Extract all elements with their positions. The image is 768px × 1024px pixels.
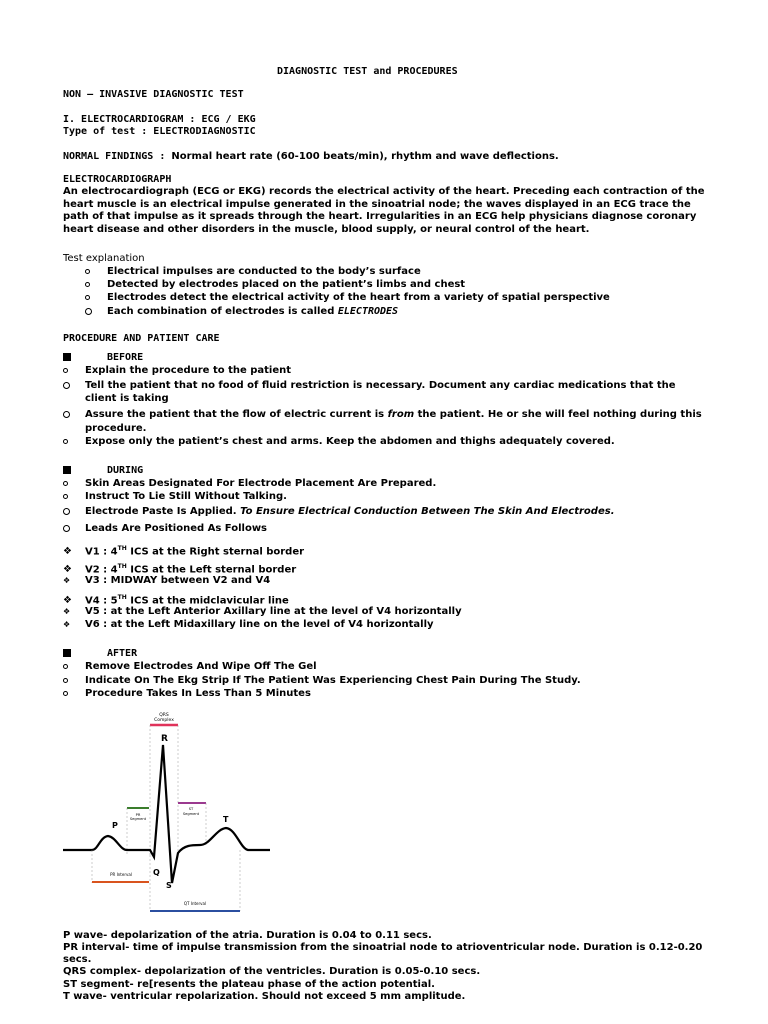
list-item-text: Leads Are Positioned As Follows xyxy=(85,523,268,534)
lead-item: ❖ V4 : 5TH ICS at the midclavicular line xyxy=(63,594,289,607)
after-label: AFTER xyxy=(107,648,138,659)
list-item xyxy=(63,661,317,674)
list-item-text: Tell the patient that no food of fluid restriction is necessary. Document any cardiac medications that the xyxy=(85,380,676,391)
list-item xyxy=(85,306,398,319)
square-bullet-icon xyxy=(63,649,71,657)
list-item xyxy=(63,409,702,422)
definition-line: ST segment- re[resents the plateau phase of the action potential. xyxy=(63,979,435,990)
pr-segment-label: Segment xyxy=(129,817,147,821)
qrs-label: Complex xyxy=(154,718,174,723)
list-item-text: Instruct To Lie Still Without Talking. xyxy=(85,491,287,502)
square-bullet-icon xyxy=(63,466,71,474)
after-heading xyxy=(63,648,137,661)
diamond-bullet-icon: ❖ xyxy=(63,564,72,576)
list-item xyxy=(63,523,267,536)
normal-findings xyxy=(63,151,559,164)
diamond-bullet-icon: ❖ xyxy=(63,546,72,558)
qt-interval-label: QT Interval xyxy=(183,901,207,906)
list-item xyxy=(85,279,465,292)
ecg-paragraph: An electrocardiograph (ECG or EKG) records the electrical activity of the heart. Preceding each contraction of the heart muscle is an electrical impulse generated in the sinoatrial node; the waves displayed in an ECG trace the path of that impulse as it spreads through the heart. Irregularities in an ECG help physicians diagnose coronary heart disease and other disorders in the muscle, blood supply, or neural control of the heart. xyxy=(63,186,705,235)
definition-line: T wave- ventricular repolarization. Should not exceed 5 mm amplitude. xyxy=(63,991,466,1002)
before-heading xyxy=(63,352,143,365)
list-item-text: Indicate On The Ekg Strip If The Patient Was Experiencing Chest Pain During The Study. xyxy=(85,675,581,686)
procedure-heading: PROCEDURE AND PATIENT CARE xyxy=(63,333,220,344)
emphasis-text: ELECTRODES xyxy=(337,306,399,317)
list-item-text: Electrode Paste Is Applied. xyxy=(85,506,241,517)
list-item-text: Electrodes detect the electrical activity of the heart from a variety of spatial perspective xyxy=(107,292,610,303)
square-bullet-icon xyxy=(63,353,71,361)
definition-line: QRS complex- depolarization of the ventricles. Duration is 0.05-0.10 secs. xyxy=(63,966,481,977)
section-heading: NON – INVASIVE DIAGNOSTIC TEST xyxy=(63,89,244,100)
pr-segment-label: PR xyxy=(135,813,141,817)
list-item xyxy=(63,491,287,504)
st-segment-label: Segment xyxy=(182,812,200,816)
r-wave-label: R xyxy=(161,734,168,744)
s-wave-label: S xyxy=(166,881,172,890)
diamond-bullet-icon: ❖ xyxy=(63,620,71,629)
list-item-text: Assure the patient that the flow of electric current is xyxy=(85,409,388,420)
during-heading xyxy=(63,465,143,478)
list-item-text: the patient. He or she will feel nothing during this xyxy=(414,409,702,420)
definition-line: secs. xyxy=(63,954,92,965)
qrs-label: QRS xyxy=(159,713,169,718)
list-item-text: Electrical impulses are conducted to the body’s surface xyxy=(107,266,421,277)
list-item-text: Remove Electrodes And Wipe Off The Gel xyxy=(85,661,317,672)
list-item xyxy=(63,380,676,393)
during-label: DURING xyxy=(107,465,144,476)
list-item-text: Skin Areas Designated For Electrode Placement Are Prepared. xyxy=(85,478,437,489)
list-item-cont: client is taking xyxy=(85,393,169,404)
list-item-text: Procedure Takes In Less Than 5 Minutes xyxy=(85,688,311,699)
pr-interval-label: PR Interval xyxy=(110,872,132,877)
emphasis-text: from xyxy=(387,409,415,420)
explanation-heading: Test explanation xyxy=(63,253,145,264)
lead-item: ❖ V6 : at the Left Midaxillary line on the level of V4 horizontally xyxy=(63,619,434,630)
p-wave-label: P xyxy=(112,821,118,830)
diamond-bullet-icon: ❖ xyxy=(63,576,71,585)
ecg-waveform-diagram xyxy=(60,705,280,920)
diamond-bullet-icon: ❖ xyxy=(63,607,71,616)
emphasis-text: To Ensure Electrical Conduction Between The Skin And Electrodes. xyxy=(240,506,615,517)
list-item-text: Expose only the patient’s chest and arms. Keep the abdomen and thighs adequately covered. xyxy=(85,436,615,447)
list-item xyxy=(85,292,610,305)
list-item-text: Each combination of electrodes is called xyxy=(107,306,338,317)
list-item xyxy=(63,506,615,519)
definition-line: P wave- depolarization of the atria. Duration is 0.04 to 0.11 secs. xyxy=(63,930,432,941)
before-label: BEFORE xyxy=(107,352,144,363)
lead-item: ❖ V2 : 4TH ICS at the Left sternal border xyxy=(63,563,297,576)
t-wave-label: T xyxy=(223,815,229,824)
ecg-trace xyxy=(63,745,270,883)
test-heading: I. ELECTROCARDIOGRAM : ECG / EKG xyxy=(63,114,256,125)
list-item xyxy=(63,436,615,449)
list-item xyxy=(63,478,436,491)
list-item-cont: procedure. xyxy=(85,423,147,434)
normal-findings-label: NORMAL FINDINGS : xyxy=(63,151,172,162)
st-segment-label: ST xyxy=(188,807,194,811)
list-item xyxy=(63,675,581,688)
list-item xyxy=(85,266,421,279)
list-item-text: Detected by electrodes placed on the patient’s limbs and chest xyxy=(107,279,466,290)
page-title: DIAGNOSTIC TEST and PROCEDURES xyxy=(277,66,458,77)
ecg-heading: ELECTROCARDIOGRAPH xyxy=(63,174,172,185)
test-type: Type of test : ELECTRODIAGNOSTIC xyxy=(63,126,256,137)
list-item xyxy=(63,365,291,378)
normal-findings-text: Normal heart rate (60-100 beats/min), rhythm and wave deflections. xyxy=(171,151,559,162)
list-item-text: Explain the procedure to the patient xyxy=(85,365,292,376)
q-wave-label: Q xyxy=(153,868,160,877)
lead-item: ❖ V5 : at the Left Anterior Axillary line at the level of V4 horizontally xyxy=(63,606,462,617)
lead-item: ❖ V1 : 4TH ICS at the Right sternal border xyxy=(63,545,305,558)
definition-line: PR interval- time of impulse transmission from the sinoatrial node to atrioventricular node. Duration is 0.12-0.20 xyxy=(63,942,703,953)
list-item xyxy=(63,688,311,701)
diamond-bullet-icon: ❖ xyxy=(63,595,72,607)
lead-item: ❖ V3 : MIDWAY between V2 and V4 xyxy=(63,575,271,586)
